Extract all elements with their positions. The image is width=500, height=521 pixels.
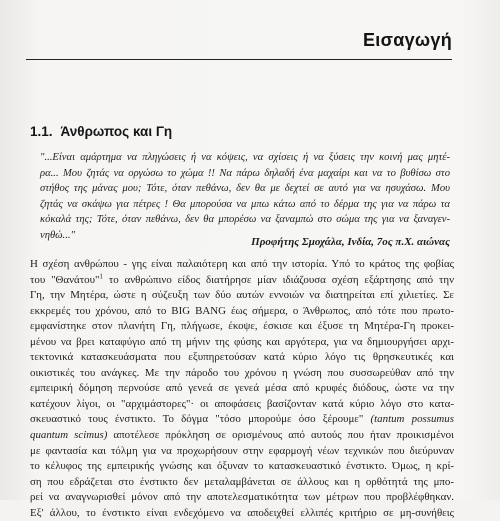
body-text-fragment: αποτέλεσε πρόκληση σε ορισμένους από αυτούς που ήταν προικισμένοι [107,429,454,442]
section-title: Άνθρωπος και Γη [60,124,173,139]
body-line: το κέλυφος της εμπειρικής γνώσης και όξυναν το κατασκευαστικό ένστικτο. Όμως, η κρί- [30,460,454,473]
body-line: οικιστικές του ανάγκες. Με την πάροδο του χρόνου η γνώση που συσσωρεύθαν από την [30,366,454,379]
body-line: με φαντασία και τόλμη για να προχωρήσουν στην εφαρμογή νέων τεχνικών που διεύρυναν [30,444,454,457]
chapter-title: Εισαγωγή [362,30,452,50]
body-line [30,412,454,428]
body-line: εμφανίστηκε στον πλανήτη Γη, πλήγωσε, έκοψε, έσκισε και έξυσε τη Μητέρα-Γη προκει- [30,320,454,333]
section-heading [30,124,172,139]
quote-line: νηθώ..." [40,229,75,241]
quote-line: ρα... Μου ζητάς να οργώσω το χώμα !! Να πάρω δηλαδή ένα μαχαίρι και να το βυθίσω στο [40,167,450,179]
body-line [30,428,454,444]
body-line: Γη, την Μητέρα, ώστε η σύζευξη των δύο αυτών εννοιών να διατηρείται επί χιλιετίες. Σε [30,289,454,302]
body-line [30,273,454,289]
body-line: Η σχέση ανθρώπου - γης είναι παλαιότερη και από την ιστορία. Υπό το κράτος της φοβίας [30,258,454,270]
body-line: ρεί να αναγνωρισθεί μόνον από την αποτελεσματικότητα των μέτρων που προβλέφθηκαν. [30,491,454,504]
body-paragraph [30,257,454,521]
footnote-marker[interactable]: 1 [99,271,103,280]
latin-phrase: (tantum possumus [370,413,454,426]
body-line: τεκτονικά κατασκευάσματα που εξυπηρετούσαν κατά κύριο λόγο τις θρησκευτικές και [30,351,454,364]
body-text-fragment: το ανθρώπινο είδος διατήρησε μίαν ιδιάζουσα σχέση εξάρτησης από την [102,273,454,286]
quote-line: "...Είναι αμάρτημα να πληγώσεις ή να κόψεις, να σχίσεις ή να ξύσεις την κοινή μας μητέ- [40,152,450,163]
chapter-rule [26,59,452,60]
quote-line: κόκαλά της; Τότε, όταν πεθάνω, δεν θα μπορέσω να ξαναμπώ στο σώμα της για να ξαναγεν- [40,214,450,226]
quote-line: ζητάς να σκάψω για πέτρες ! Θα μπορούσα να μπω κάτω από το δέρμα της για να πάρω τα [40,198,450,210]
body-text-fragment: σκευαστικό τους ένστικτο. Το δόγμα "τόσο μπορούμε όσο ξέρουμε" [30,413,364,426]
body-line: ση που εδράζεται στο ένστικτο δεν μεταλαμβάνεται σε άλλους και η ορθότητά της μπο- [30,475,454,488]
epigraph-quote [40,150,450,244]
body-line: κατέχουν λίγοι, οι "αρχιμάστορες"· οι αποφάσεις βασίζονταν κατά κύριο λόγο στο κατα- [30,397,454,410]
quote-line: στήθος της μάνας μου; Τότε, όταν πεθάνω, δεν θα με δεχτεί σε αυτό για να ησυχάσω. Μου [40,183,450,195]
body-line: εμπειρική δόμηση περνούσε από γενεά σε γενεά μέσα από κρυφές διόδους, ώστε να την [30,382,454,395]
body-line: εκκρεμές του χρόνου, από το BIG BANG έως σήμερα, ο Άνθρωπος, από τότε που πρωτο- [30,304,454,317]
latin-phrase: quantum scimus) [30,429,108,442]
body-line: μένου να βρει καταφύγιο από τη μήνιν της φύσης και αργότερα, για να δημιουργήσει αρχι- [30,335,454,348]
body-text-fragment: του "Θανάτου" [30,273,100,286]
body-line: Εξ' άλλου, το ένστικτο είναι ενδεχόμενο να αποδειχθεί ελλιπές κριτήριο σε μη-συνήθεις [30,506,454,519]
quote-source: Προφήτης Σμοχάλα, Ινδία, 7ος π.Χ. αιώνας [251,236,450,248]
section-number: 1.1. [30,124,53,139]
